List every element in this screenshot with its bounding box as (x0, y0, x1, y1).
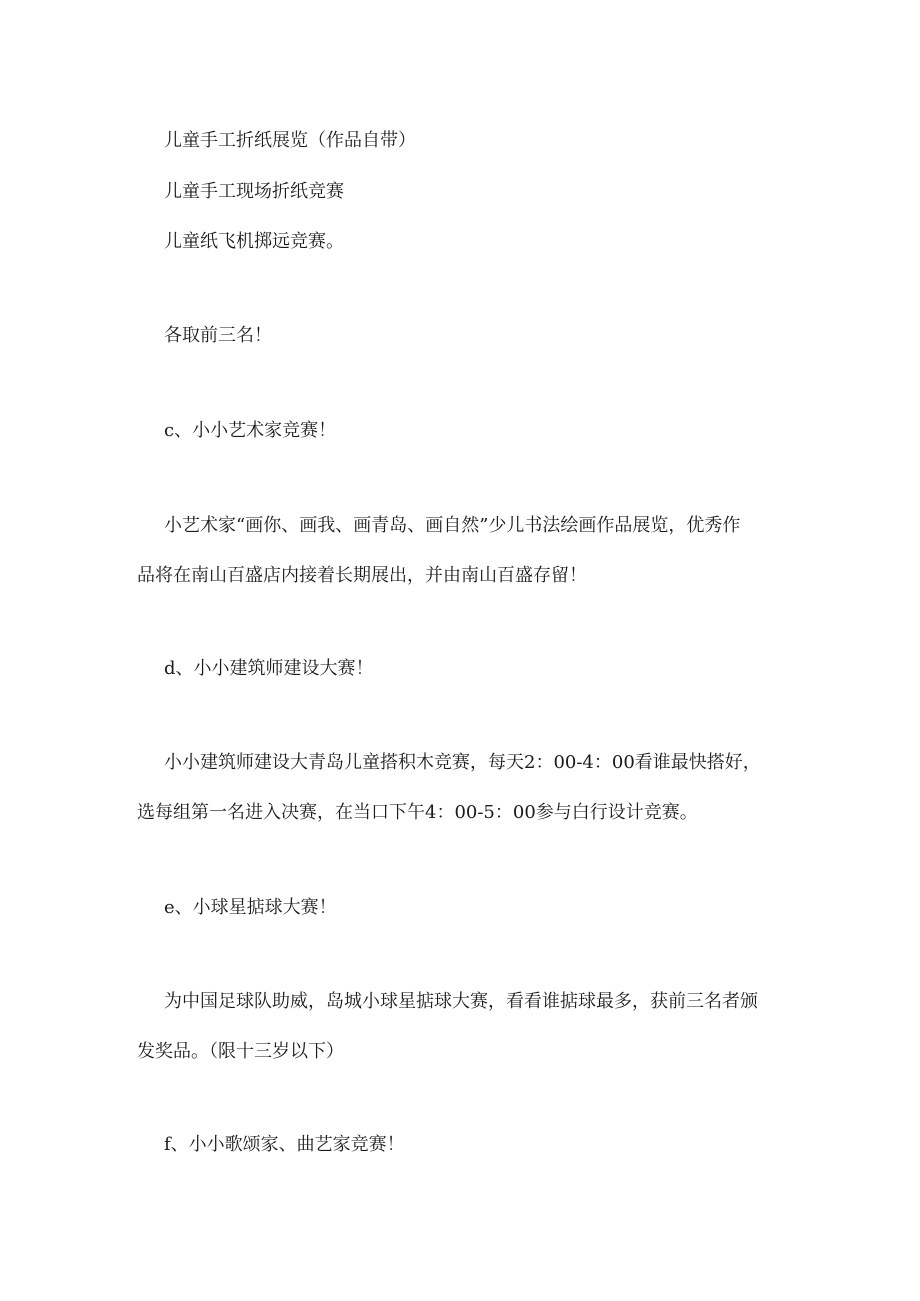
list-item: 儿童手工现场折纸竞赛 (164, 181, 344, 202)
paragraph-line: 发奖品。（限十三岁以下） (137, 1041, 344, 1062)
section-heading-f: f、小小歌颂家、曲艺家竞赛！ (164, 1134, 405, 1155)
paragraph-line: 小小建筑师建设大青岛儿童搭积木竞赛，每天2：00-4：00看谁最快搭好， (164, 752, 761, 773)
section-heading-c: c、小小艺术家竞赛！ (164, 420, 337, 441)
list-item: 儿童手工折纸展览（作品自带） (164, 130, 416, 151)
paragraph-line: 为中国足球队助威，岛城小球星掂球大赛，看看谁掂球最多，获前三名者颁 (164, 991, 758, 1012)
paragraph-line: 选每组第一名进入决赛，在当口下午4：00-5：00参与白行设计竞赛。 (137, 802, 698, 823)
section-heading-d: d、小小建筑师建设大赛！ (164, 658, 374, 679)
paragraph-line: 小艺术家“画你、画我、画青岛、画自然”少儿书法绘画作品展览，优秀作 (164, 515, 741, 536)
paragraph-line: 品将在南山百盛店内接着长期展出，并由南山百盛存留！ (137, 565, 587, 586)
section-heading-e: e、小球星掂球大赛！ (164, 897, 337, 918)
prize-note: 各取前三名！ (164, 325, 272, 346)
list-item: 儿童纸飞机掷远竞赛。 (164, 231, 344, 252)
